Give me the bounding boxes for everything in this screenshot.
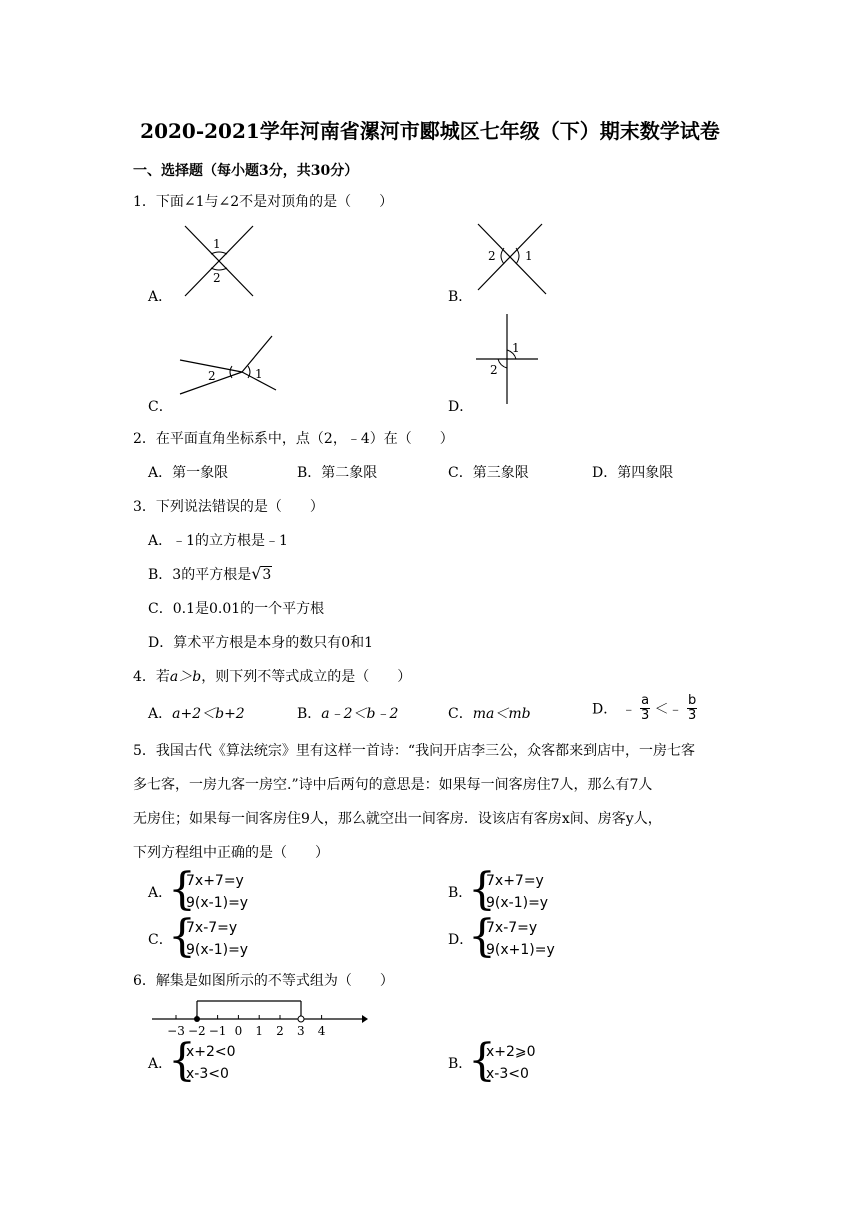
q4-stem-prefix: 4．若 <box>133 669 170 685</box>
tick-label: 1 <box>255 1024 264 1038</box>
question-4-stem <box>133 666 411 686</box>
option-label: D． <box>592 701 618 718</box>
q5-option-d-system <box>486 917 555 961</box>
q5-option-d-label: D． <box>448 932 474 948</box>
inequality-2: x-3<0 <box>186 1066 229 1082</box>
q4-stem-suffix: ，则下列不等式成立的是（ ） <box>201 669 412 685</box>
q1-option-b-label: B． <box>448 289 473 305</box>
q2-option-d: D．第四象限 <box>592 465 674 481</box>
inequality-1: x+2<0 <box>186 1044 236 1060</box>
equation-1: 7x+7=y <box>186 873 244 889</box>
q4-option-b <box>297 703 398 723</box>
q5-option-a-label: A． <box>148 885 173 901</box>
question-2-stem: 2．在平面直角坐标系中，点（2，﹣4）在（ ） <box>133 431 454 447</box>
equation-2: 9(x-1)=y <box>186 895 249 911</box>
tick-label: 2 <box>276 1024 284 1038</box>
q3-option-c: C．0.1是0.01的一个平方根 <box>148 601 325 617</box>
q3-option-d: D．算术平方根是本身的数只有0和1 <box>148 635 374 651</box>
angle-1-label: 1 <box>213 237 221 251</box>
q1-option-d-label: D． <box>448 399 474 415</box>
q2-option-a: A．第一象限 <box>148 465 229 481</box>
angle-2-label: 2 <box>208 369 216 383</box>
relation-sign: ＜﹣ <box>654 701 683 718</box>
open-endpoint <box>298 1016 304 1022</box>
fraction-b-over-3 <box>687 694 697 723</box>
q4-option-c <box>448 703 531 723</box>
denominator: 3 <box>640 708 650 723</box>
system-brace: { <box>168 864 196 915</box>
q1-option-c-label: C． <box>148 399 173 415</box>
q1-figure-c <box>176 330 286 400</box>
closed-endpoint <box>194 1016 200 1022</box>
angle-1-label: 1 <box>512 341 520 355</box>
q1-figure-d <box>470 312 545 406</box>
option-expression: ma＜mb <box>472 706 531 722</box>
q1-figure-a <box>175 220 265 300</box>
option-label: A． <box>148 706 173 722</box>
q6-option-b-label: B． <box>448 1056 473 1072</box>
question-3-stem: 3．下列说法错误的是（ ） <box>133 499 324 515</box>
option-expression: a+2＜b+2 <box>172 706 245 722</box>
q6-option-b-system <box>486 1041 536 1085</box>
angle-1-label: 1 <box>255 367 263 381</box>
q6-option-a-system <box>186 1041 236 1085</box>
minus-sign: ﹣ <box>621 701 636 718</box>
q5-option-c-system <box>186 917 248 961</box>
equation-1: 7x+7=y <box>486 873 544 889</box>
equation-2: 9(x+1)=y <box>486 942 555 958</box>
angle-2-label: 2 <box>488 249 496 263</box>
q4-option-d <box>592 694 697 723</box>
angle-1-label: 1 <box>525 249 533 263</box>
numerator: a <box>641 693 650 708</box>
q5-option-c-label: C． <box>148 932 173 948</box>
page-title: 2020-2021学年河南省漯河市郾城区七年级（下）期末数学试卷 <box>140 119 720 143</box>
q2-option-b: B．第二象限 <box>297 465 378 481</box>
tick-label: −2 <box>187 1024 206 1038</box>
q5-option-b-system <box>486 870 548 914</box>
question-1-stem: 1．下面∠1与∠2不是对顶角的是（ ） <box>133 194 394 210</box>
angle-2-label: 2 <box>490 363 498 377</box>
question-5-line-3: 无房住；如果每一间客房住9人，那么就空出一间客房．设该店有客房x间、房客y人， <box>133 811 662 827</box>
equation-2: 9(x-1)=y <box>186 942 249 958</box>
system-brace: { <box>468 1035 496 1086</box>
option-expression: a﹣2＜b﹣2 <box>321 706 399 722</box>
q3-option-b <box>148 564 272 584</box>
q4-condition: a＞b <box>169 669 202 685</box>
tick-label: 0 <box>234 1024 243 1038</box>
denominator: 3 <box>688 708 697 723</box>
angle-2-label: 2 <box>213 271 221 285</box>
number-line <box>150 995 370 1040</box>
inequality-2: x-3<0 <box>486 1066 529 1082</box>
sqrt-radicand: 3 <box>262 567 272 583</box>
q3-option-b-text: B．3的平方根是 <box>148 567 252 583</box>
option-label: B． <box>297 706 322 722</box>
question-5-line-1: 5．我国古代《算法统宗》里有这样一首诗：“我问开店李三公，众客都来到店中，一房七客 <box>133 743 696 759</box>
q5-option-a-system <box>186 870 248 914</box>
q6-option-a-label: A． <box>148 1056 173 1072</box>
arrow-head <box>362 1015 368 1023</box>
equation-2: 9(x-1)=y <box>486 895 549 911</box>
option-label: C． <box>448 706 473 722</box>
tick-label: 3 <box>296 1024 305 1038</box>
numerator: b <box>688 693 697 708</box>
tick-label: −3 <box>167 1024 185 1038</box>
tick-label: −1 <box>208 1024 227 1038</box>
q1-option-a-label: A． <box>148 289 173 305</box>
q5-option-b-label: B． <box>448 885 473 901</box>
question-6-stem: 6．解集是如图所示的不等式组为（ ） <box>133 973 394 989</box>
tick-label: 4 <box>317 1024 326 1038</box>
sqrt-symbol: √ <box>251 564 262 583</box>
system-brace: { <box>168 1035 196 1086</box>
q3-option-a: A．﹣1的立方根是﹣1 <box>148 533 288 549</box>
system-brace: { <box>468 911 496 962</box>
inequality-1: x+2⩾0 <box>486 1044 536 1060</box>
system-brace: { <box>168 911 196 962</box>
q2-option-c: C．第三象限 <box>448 465 529 481</box>
question-5-line-2: 多七客，一房九客一房空.”诗中后两句的意思是：如果每一间客房住7人，那么有7人 <box>133 777 653 793</box>
system-brace: { <box>468 864 496 915</box>
equation-1: 7x-7=y <box>186 920 238 936</box>
q1-figure-b <box>470 218 555 298</box>
fraction-a-over-3 <box>640 694 650 723</box>
q4-option-a <box>148 703 245 723</box>
question-5-line-4: 下列方程组中正确的是（ ） <box>133 845 329 861</box>
equation-1: 7x-7=y <box>486 920 538 936</box>
section-heading: 一、选择题（每小题3分，共30分） <box>133 163 359 179</box>
